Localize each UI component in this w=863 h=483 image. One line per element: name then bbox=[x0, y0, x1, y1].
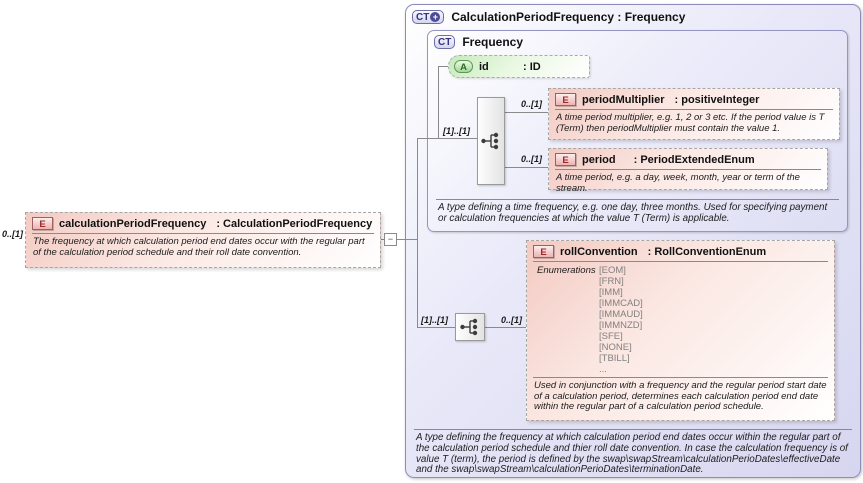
complex-type-title: CalculationPeriodFrequency : Frequency bbox=[451, 10, 686, 24]
complex-type-extension-icon: CT + bbox=[412, 10, 444, 24]
element-period-multiplier[interactable] bbox=[548, 88, 840, 140]
annotation-text: A type defining a time frequency, e.g. one day, three months. Used for specifying payment or calculation frequencies at which the value T (Term) is applicable. bbox=[438, 202, 828, 224]
collapse-toggle[interactable] bbox=[384, 233, 397, 246]
element-name: period bbox=[582, 153, 616, 166]
enum-value: [FRN] bbox=[599, 276, 624, 287]
connector-attribute-branch bbox=[438, 66, 439, 138]
annotation-text: The frequency at which calculation period end dates occur with the regular part of the calculation period schedule and their roll date convention. bbox=[33, 236, 365, 258]
connector-to-period-multiplier bbox=[505, 112, 548, 113]
enum-value: [NONE] bbox=[599, 342, 632, 353]
cardinality-period-multiplier: 0..[1] bbox=[520, 99, 542, 109]
complex-type-annotation bbox=[414, 429, 852, 476]
frequency-type-annotation bbox=[436, 199, 839, 225]
element-header bbox=[549, 149, 827, 169]
connector-to-period bbox=[505, 167, 548, 168]
sequence-icon bbox=[480, 131, 502, 151]
attribute-name: id bbox=[479, 60, 489, 73]
element-period[interactable] bbox=[548, 148, 828, 194]
element-name: periodMultiplier bbox=[582, 93, 665, 106]
element-icon: E bbox=[533, 245, 554, 258]
attribute-icon: A bbox=[454, 60, 473, 73]
sequence-icon bbox=[459, 317, 481, 337]
cardinality-roll-convention: 0..[1] bbox=[500, 315, 522, 325]
sequence-compositor-1[interactable] bbox=[477, 97, 505, 185]
element-header bbox=[26, 213, 380, 233]
element-icon: E bbox=[555, 153, 576, 166]
element-icon: E bbox=[555, 93, 576, 106]
minus-icon: − bbox=[387, 234, 394, 244]
cardinality-sequence1: [1]..[1] bbox=[443, 126, 470, 136]
attribute-type: : ID bbox=[523, 60, 541, 73]
element-header bbox=[549, 89, 839, 109]
element-type: : PeriodExtendedEnum bbox=[633, 153, 755, 166]
enum-value: [EOM] bbox=[599, 265, 626, 276]
cardinality-source: 0..[1] bbox=[2, 229, 24, 239]
sequence-compositor-2[interactable] bbox=[455, 313, 485, 341]
enum-value: [IMM] bbox=[599, 287, 623, 298]
enum-value: [IMMCAD] bbox=[599, 298, 643, 309]
element-type: : CalculationPeriodFrequency bbox=[216, 217, 373, 230]
cardinality-sequence2: [1]..[1] bbox=[421, 315, 448, 325]
element-type: : positiveInteger bbox=[674, 93, 760, 106]
annotation-text: A time period multiplier, e.g. 1, 2 or 3 etc. If the period value is T (Term) then periodMultiplier must contain the value 1. bbox=[556, 112, 825, 134]
cardinality-period: 0..[1] bbox=[520, 154, 542, 164]
connector-to-sequence1 bbox=[417, 138, 477, 139]
extension-plus-icon: + bbox=[430, 12, 440, 22]
frequency-type-title: Frequency bbox=[462, 35, 524, 49]
enumerations-label: Enumerations bbox=[537, 265, 596, 276]
element-calculation-period-frequency[interactable] bbox=[25, 212, 381, 268]
enum-value: ... bbox=[599, 364, 607, 375]
frequency-type-header[interactable] bbox=[434, 35, 523, 49]
connector-trunk bbox=[417, 138, 418, 328]
enum-value: [IMMNZD] bbox=[599, 320, 643, 331]
enumerations-block bbox=[527, 262, 834, 377]
element-icon: E bbox=[32, 217, 53, 230]
complex-type-header[interactable] bbox=[412, 10, 685, 24]
complex-type-icon: CT bbox=[434, 35, 455, 49]
connector-to-attribute bbox=[438, 66, 448, 67]
enum-value: [SFE] bbox=[599, 331, 623, 342]
element-roll-convention[interactable] bbox=[526, 240, 835, 421]
element-name: rollConvention bbox=[560, 245, 638, 258]
annotation-text: A type defining the frequency at which calculation period end dates occur within the regular part of the calculation period schedule and thier roll date convention. In case the calculation frequency is of value T (term), the period is defined by the swap\swapStream\calculationPerioDates\effectiveDate and the swap\swapStream\calculationPerioDates\terminationDate. bbox=[416, 432, 848, 476]
element-type: : RollConventionEnum bbox=[647, 245, 767, 258]
element-header bbox=[527, 241, 834, 261]
annotation-text: Used in conjunction with a frequency and the regular period start date of a calculation period, determines each calculation period end date within the regular part of a calculation period schedule. bbox=[534, 380, 827, 412]
enum-value: [TBILL] bbox=[599, 353, 630, 364]
attribute-id[interactable] bbox=[448, 55, 590, 78]
connector-to-sequence2 bbox=[417, 327, 455, 328]
connector-to-roll-convention bbox=[485, 327, 526, 328]
enum-value: [IMMAUD] bbox=[599, 309, 643, 320]
element-name: calculationPeriodFrequency bbox=[59, 217, 207, 230]
annotation-text: A time period, e.g. a day, week, month, year or term of the stream. bbox=[556, 172, 800, 194]
enumeration-values bbox=[599, 265, 643, 375]
